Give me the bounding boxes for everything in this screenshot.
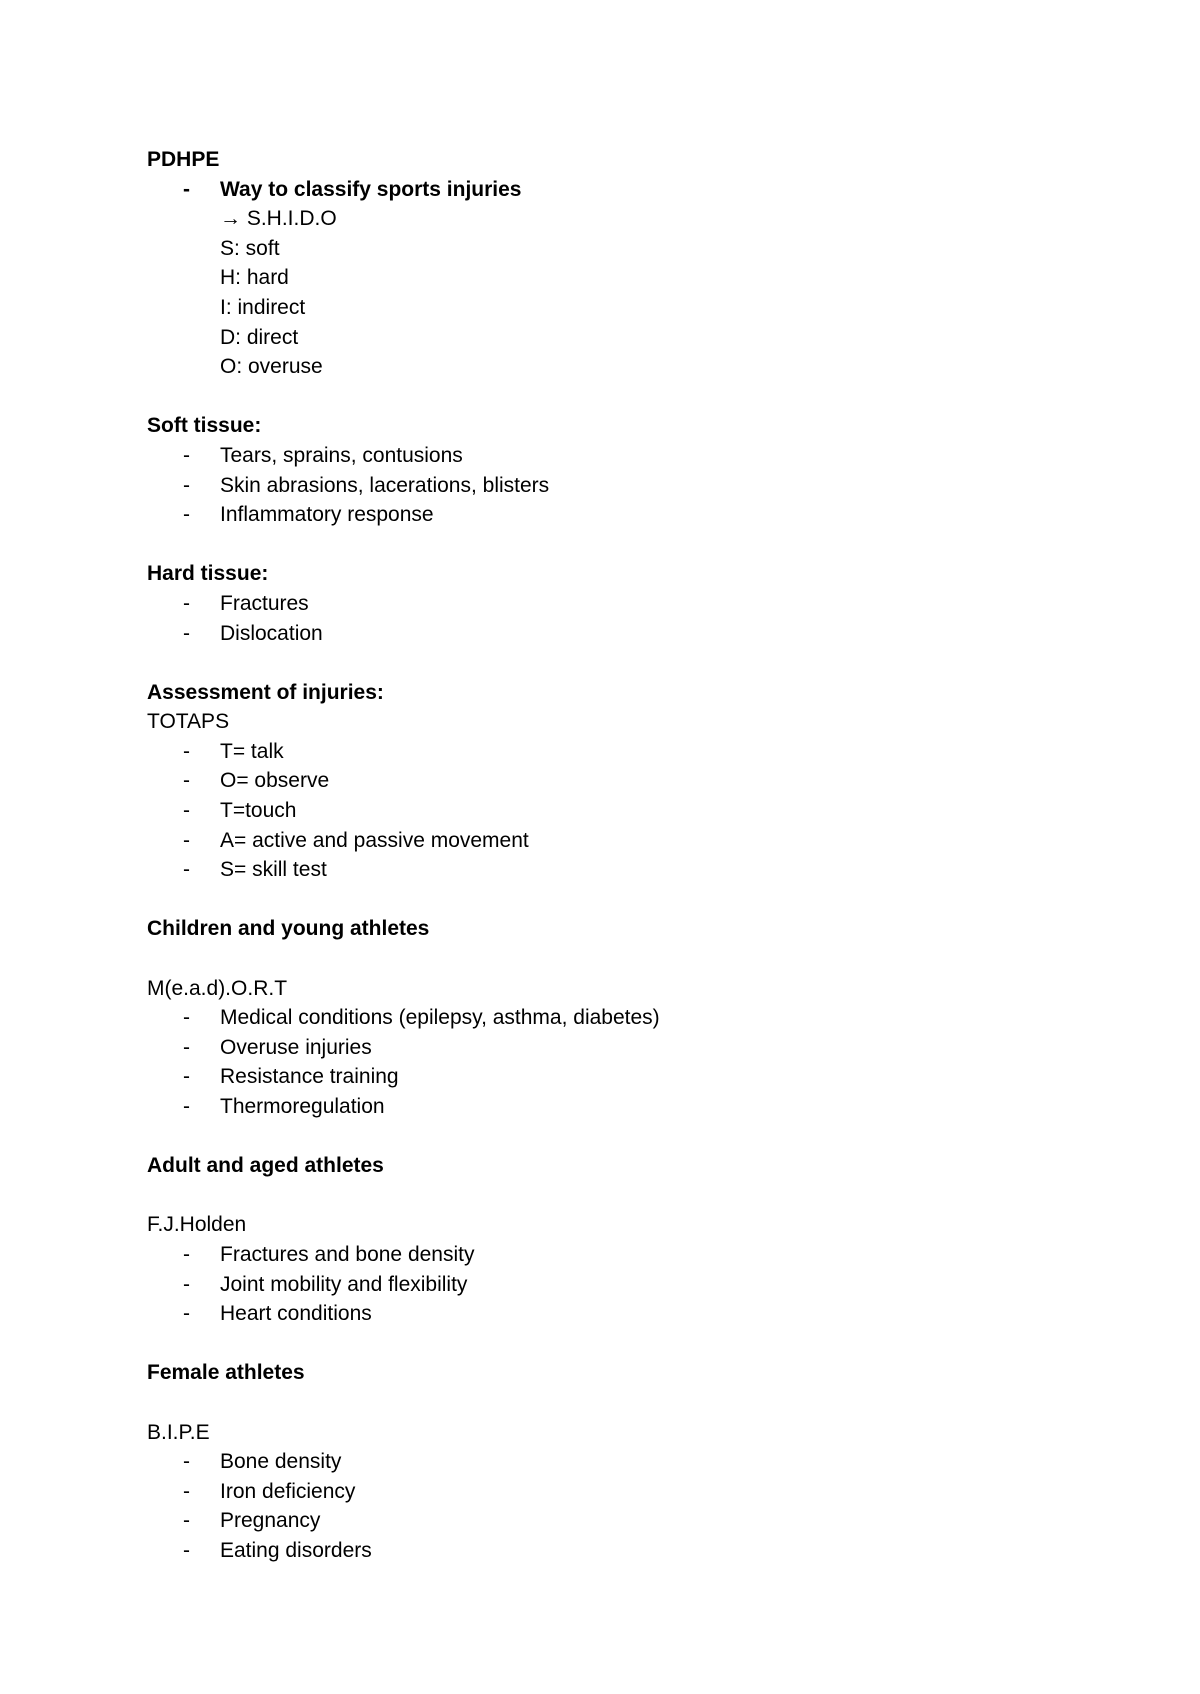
spacer [147, 1122, 1107, 1152]
list-item-text: O= observe [220, 769, 330, 793]
list-item [147, 826, 1107, 856]
section-acronym: F.J.Holden [147, 1213, 247, 1237]
bullet-dash: - [183, 828, 190, 852]
list-item [147, 589, 1107, 619]
spacer [147, 530, 1107, 560]
bullet-dash: - [183, 1538, 190, 1562]
classify-line: S: soft [220, 236, 280, 260]
list-item [147, 1477, 1107, 1507]
list-item [147, 1270, 1107, 1300]
bullet-dash: - [183, 503, 190, 527]
bullet-dash: - [183, 858, 190, 882]
bullet-dash: - [183, 591, 190, 615]
document-title: PDHPE [147, 148, 220, 171]
list-item [147, 1003, 1107, 1033]
section-acronym: B.I.P.E [147, 1420, 210, 1444]
list-item [147, 471, 1107, 501]
classify-line: O: overuse [220, 355, 323, 379]
list-item [147, 737, 1107, 767]
list-item [147, 1299, 1107, 1329]
spacer [147, 648, 1107, 678]
list-item-text: Skin abrasions, lacerations, blisters [220, 473, 550, 497]
list-item [147, 1506, 1107, 1536]
bullet-dash: - [183, 1509, 190, 1533]
bullet-dash: - [183, 1242, 190, 1266]
list-item [147, 1447, 1107, 1477]
bullet-dash: - [183, 1450, 190, 1474]
spacer [147, 1329, 1107, 1359]
section-heading: Adult and aged athletes [147, 1154, 384, 1178]
bullet-dash: - [183, 1065, 190, 1089]
list-item-text: Thermoregulation [220, 1095, 385, 1118]
bullet-dash: - [183, 621, 190, 645]
document-page [147, 145, 1107, 1566]
list-item-text: Joint mobility and flexibility [220, 1272, 468, 1296]
section-heading: Soft tissue: [147, 414, 262, 438]
list-item-text: A= active and passive movement [220, 828, 529, 852]
list-item-text: T= talk [220, 739, 284, 763]
classify-line: I: indirect [220, 295, 306, 319]
list-item [147, 1536, 1107, 1566]
list-item [147, 796, 1107, 826]
list-item [147, 1033, 1107, 1063]
bullet-dash: - [183, 769, 190, 793]
section-heading: Hard tissue: [147, 562, 269, 586]
section-heading: Female athletes [147, 1361, 305, 1385]
list-item [147, 1092, 1107, 1122]
list-item-text: Dislocation [220, 621, 323, 645]
bullet-dash: - [183, 1035, 190, 1059]
spacer [147, 885, 1107, 915]
bullet-dash: - [183, 177, 190, 201]
bullet-dash: - [183, 443, 190, 467]
list-item [147, 500, 1107, 530]
spacer [147, 944, 1107, 974]
bullet-dash: - [183, 1272, 190, 1296]
spacer [147, 1388, 1107, 1418]
list-item-text: Fractures and bone density [220, 1242, 475, 1266]
list-item-text: Tears, sprains, contusions [220, 443, 463, 467]
bullet-dash: - [183, 1302, 190, 1326]
list-item [147, 1240, 1107, 1270]
bullet-dash: - [183, 1095, 190, 1118]
list-item-text: Medical conditions (epilepsy, asthma, diabetes) [220, 1006, 660, 1030]
list-item-text: Pregnancy [220, 1509, 321, 1533]
list-item [147, 619, 1107, 649]
bullet-dash: - [183, 1006, 190, 1030]
section-heading: Children and young athletes [147, 917, 430, 941]
spacer [147, 382, 1107, 412]
classify-line: → S.H.I.D.O [220, 207, 337, 231]
bullet-dash: - [183, 473, 190, 497]
section-acronym: M(e.a.d).O.R.T [147, 976, 288, 1000]
list-item [147, 766, 1107, 796]
list-item-text: T=touch [220, 799, 297, 823]
bullet-dash: - [183, 799, 190, 823]
list-item-text: S= skill test [220, 858, 327, 882]
list-item-text: Heart conditions [220, 1302, 372, 1326]
list-item-text: Overuse injuries [220, 1035, 372, 1059]
list-item [147, 441, 1107, 471]
section-heading: Assessment of injuries: [147, 680, 384, 704]
spacer [147, 1181, 1107, 1211]
classify-line: D: direct [220, 325, 299, 349]
list-item [147, 855, 1107, 885]
bullet-dash: - [183, 739, 190, 763]
list-item-text: Eating disorders [220, 1538, 372, 1562]
list-item-text: Bone density [220, 1450, 342, 1474]
classify-line: H: hard [220, 266, 289, 290]
section-acronym: TOTAPS [147, 710, 230, 734]
list-item [147, 1062, 1107, 1092]
list-item-text: Fractures [220, 591, 309, 615]
list-item-text: Iron deficiency [220, 1479, 356, 1503]
bullet-dash: - [183, 1479, 190, 1503]
classify-heading [147, 175, 1107, 205]
list-item-text: Resistance training [220, 1065, 399, 1089]
classify-heading-text: Way to classify sports injuries [220, 177, 522, 201]
list-item-text: Inflammatory response [220, 503, 434, 527]
